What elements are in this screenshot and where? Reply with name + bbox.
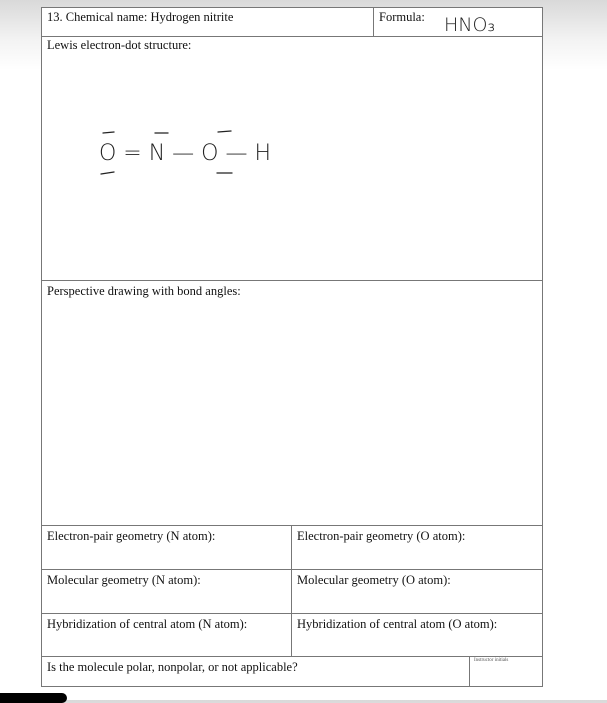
molecular-geometry-o-label: Molecular geometry (O atom): [297,573,451,587]
polarity-cell [42,657,470,686]
molecular-geometry-n-cell [42,570,292,614]
formula-label: Formula: [379,10,425,24]
chemical-name-cell [42,8,374,37]
molecular-geometry-o-cell [292,570,542,614]
polarity-label: Is the molecule polar, nonpolar, or not applicable? [47,660,298,674]
lewis-structure-section [42,37,542,281]
lewis-structure-handwritten: O = N — O — H [99,141,272,166]
instructor-initials-label: Instructor initials [474,658,509,663]
chemical-name-label: 13. Chemical name: Hydrogen nitrite [47,10,234,24]
hybridization-o-label: Hybridization of central atom (O atom): [297,617,498,631]
formula-handwritten: HNO₃ [444,14,496,36]
perspective-section [42,281,542,526]
electron-pair-n-cell [42,526,292,570]
scroll-indicator [0,693,67,703]
perspective-label: Perspective drawing with bond angles: [47,284,241,298]
molecular-geometry-n-label: Molecular geometry (N atom): [47,573,201,587]
hybridization-n-cell [42,614,292,657]
worksheet [41,7,543,687]
formula-cell [374,8,542,37]
hybridization-n-label: Hybridization of central atom (N atom): [47,617,248,631]
hybridization-o-cell [292,614,542,657]
electron-pair-o-cell [292,526,542,570]
instructor-initials-cell [470,657,542,686]
electron-pair-o-label: Electron-pair geometry (O atom): [297,529,466,543]
electron-pair-n-label: Electron-pair geometry (N atom): [47,529,216,543]
lone-pair-marks [42,37,542,281]
lewis-label: Lewis electron-dot structure: [47,38,192,52]
